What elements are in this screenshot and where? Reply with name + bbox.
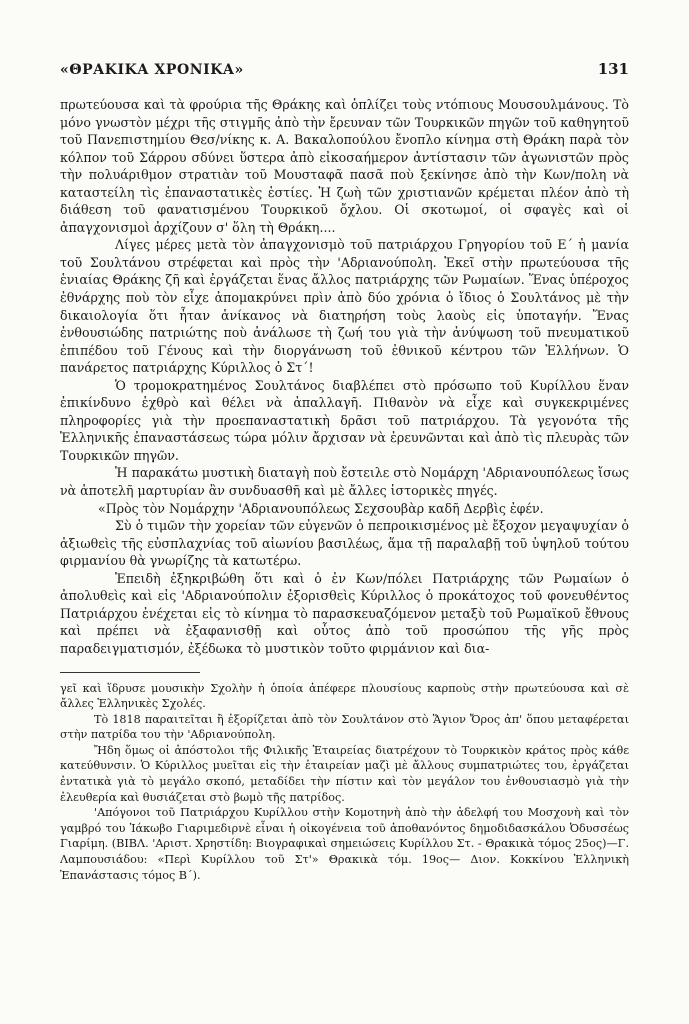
main-text — [60, 96, 629, 658]
footnote-2: Τὸ 1818 παραιτεῖται ἢ ἐξορίζεται ἀπὸ τὸν Σουλτάνον στὸ Ἅγιον Ὄρος ἀπ' ὅπου μεταφέρεται στὴν πατρίδα του τὴν 'Αδριανούπολη. — [60, 712, 629, 742]
footnote-3: Ἤδη ὅμως οἱ ἀπόστολοι τῆς Φιλικῆς Ἑταιρείας διατρέχουν τὸ Τουρκικὸν κράτος πρὸς κάθε κατεύθυνσιν. Ὁ Κύριλλος μυεῖται εἰς τὴν ἑταιρείαν μαζὶ μὲ ἄλλους συμπατριώτες του, ἐργάζεται ἐντατικὰ γιὰ τὸ μεγάλο σκοπό, μεταδίδει τὴν πίστιν καὶ τὸν μεγάλον του ἐνθουσιασμὸ γιὰ τὴν ἐλευθερία καὶ θυσιάζεται στὸ βωμὸ τῆς πατρίδος. — [60, 743, 629, 804]
paragraph-2: Λίγες μέρες μετὰ τὸν ἀπαγχονισμὸ τοῦ πατριάρχου Γρηγορίου τοῦ Ε΄ ἡ μανία τοῦ Σουλτάνου στρέφεται καὶ πρὸς τὴν 'Αδριανούπολη. Ἐκεῖ στὴν πρωτεύουσα τῆς ἑνιαίας Θράκης ζῆ καὶ ἐργάζεται ἕνας ἄλλος πατριάρχης τῶν Ρωμαίων. Ἕνας ὑπέροχος ἐθνάρχης ποὺ τὸν εἶχε ἀπομακρύνει πρὶν ἀπὸ δύο χρόνια ὁ ἴδιος ὁ Σουλτάνος μὲ τὴν δικαιολογία ὅτι ἦταν ἀνίκανος νὰ διατηρήση τοὺς λαοὺς εἰς ὑποταγήν. Ἕνας ἐνθουσιώδης πατριώτης ποὺ ἀνάλωσε τὴ ζωή του γιὰ τὴν ἀνύψωση τοῦ πνευματικοῦ ἐπιπέδου τοῦ Γένους καὶ τὴν διοργάνωση τοῦ ἐθνικοῦ κέντρου τῶν Ἑλλήνων. Ὁ πανάρετος πατριάρχης Κύριλλος ὁ Στ΄! — [60, 237, 629, 376]
footnote-1: γεῖ καὶ ἵδρυσε μουσικὴν Σχολὴν ἡ ὁποία ἀπέφερε πλουσίους καρποὺς στὴν πρωτεύουσα καὶ σὲ ἄλλες Ἑλληνικὲς Σχολές. — [60, 681, 629, 711]
page-header — [60, 60, 629, 86]
footnote-divider — [60, 672, 200, 673]
footnotes — [60, 681, 629, 884]
paragraph-3: Ὁ τρομοκρατημένος Σουλτάνος διαβλέπει στὸ πρόσωπο τοῦ Κυρίλλου ἕναν ἐπικίνδυνο ἐχθρὸ καὶ θέλει νὰ ἀπαλλαγῆ. Πιθανὸν νὰ εἶχε καὶ συγκεκριμένες πληροφορίες γιὰ τὴν προεπαναστατικὴ δρᾶσι τοῦ πατριάρχου. Τὰ γεγονότα τῆς Ἑλληνικῆς ἐπαναστάσεως τώρα μόλιν ἄρχισαν νὰ ἐρευνῶνται καὶ ἀπὸ τὶς πλευρὰς τῶν Τουρκικῶν πηγῶν. — [60, 377, 629, 463]
footnote-4: 'Απόγονοι τοῦ Πατριάρχου Κυρίλλου στὴν Κομοτηνὴ ἀπὸ τὴν ἀδελφή του Μοσχονὴ καὶ τὸν γαμβρό του Ἰάκωβο Γιαριμεδιρνὲ εἶναι ἡ οἰκογένεια τοῦ ἀποθανόντος δημοδιδασκάλου Ὀδυσσέως Γιαρίμη. (ΒΙΒΛ. 'Αριστ. Χρηστίδη: Βιογραφικαὶ σημειώσεις Κυρίλλου Στ. - Θρακικὰ τόμος 25ος)—Γ. Λαμπουσιάδου: «Περὶ Κυρίλλου τοῦ Στ'» Θρακικὰ τόμ. 19ος— Διον. Κοκκίνου Ἑλληνικὴ Ἐπανάστασις τόμος Β΄). — [60, 806, 629, 882]
paragraph-4: Ἡ παρακάτω μυστικὴ διαταγὴ ποὺ ἔστειλε στὸ Νομάρχη 'Αδριανουπόλεως ἴσως νὰ ἀποτελῆ μαρτυρίαν ἂν συνδυασθῆ καὶ μὲ ἄλλες ἱστορικὲς πηγές. — [60, 465, 629, 499]
decree-paragraph-2: Ἐπειδὴ ἐξηκριβώθη ὅτι καὶ ὁ ἐν Κων/πόλει Πατριάρχης τῶν Ρωμαίων ὁ ἀπολυθεὶς καὶ εἰς 'Αδριανούπολιν ἐξορισθεὶς Κύριλλος ὁ προκάτοχος τοῦ φονευθέντος Πατριάρχου ἐνέχεται εἰς τὸ κίνημα τὸ παρασκευαζόμενον μεταξὺ τοῦ Ρωμαϊκοῦ ἔθνους καὶ πρέπει νὰ ἐξαφανισθῇ καὶ οὗτος ἀπὸ τοῦ προσώπου τῆς γῆς πρὸς παραδειγματισμόν, ἐξέδωκα τὸ μυστικὸν τοῦτο φιρμάνιον καὶ δια- — [60, 570, 629, 656]
decree-paragraph-1: Σὺ ὁ τιμῶν τὴν χορείαν τῶν εὐγενῶν ὁ πεπροικισμένος μὲ ἔξοχον μεγαψυχίαν ὁ ἀξιωθεὶς τῆς εὐσπλαχνίας τοῦ αἰωνίου βασιλέως, ἅμα τῇ παραλαβῇ τοῦ ὑψηλοῦ τούτου φιρμανίου θὰ γνωρίζης τὰ κατωτέρω. — [60, 518, 629, 569]
page-number: 131 — [597, 60, 629, 78]
paragraph-1: πρωτεύουσα καὶ τὰ φρούρια τῆς Θράκης καὶ ὁπλίζει τοὺς ντόπιους Μουσουλμάνους. Τὸ μόνο γνωστὸν μέχρι τῆς στιγμῆς ἀπὸ τὴν ἔρευναν τῶν Τουρκικῶν πηγῶν τοῦ καθηγητοῦ τοῦ Πανεπιστημίου Θεσ/νίκης κ. Α. Βακαλοπούλου ἔνοπλο κίνημα στὴ Θράκη παρὰ τὸν κόλπον τοῦ Σάρρου σδύνει ὕστερα ἀπὸ εἰκοσαήμερον ἀντίστασιν τῶν ἀγωνιστῶν πρὸς τὴν πολυάριθμον στρατιὰν τοῦ Μουσταφᾶ πασᾶ ποὺ ξεκίνησε ἀπὸ τὴν Κων/πολη νὰ καταστείλη τὶς ἐπαναστατικὲς ἑστίες. Ἡ ζωὴ τῶν χριστιανῶν κρέμεται πλέον ἀπὸ τὴ διάθεση τοῦ φανατισμένου Τουρκικοῦ ὄχλου. Οἱ σκοτωμοί, οἱ σφαγὲς καὶ οἱ ἀπαγχονισμοὶ ἀρχίζουν σ' ὅλη τὴ Θράκη.... — [60, 97, 629, 235]
running-title: «ΘΡΑΚΙΚΑ ΧΡΟΝΙΚΑ» — [60, 62, 244, 78]
decree-address: «Πρὸς τὸν Νομάρχην 'Αδριανουπόλεως Σεχσουβὰρ καδῆ Δερβὶς ἐφέν. — [98, 500, 544, 516]
